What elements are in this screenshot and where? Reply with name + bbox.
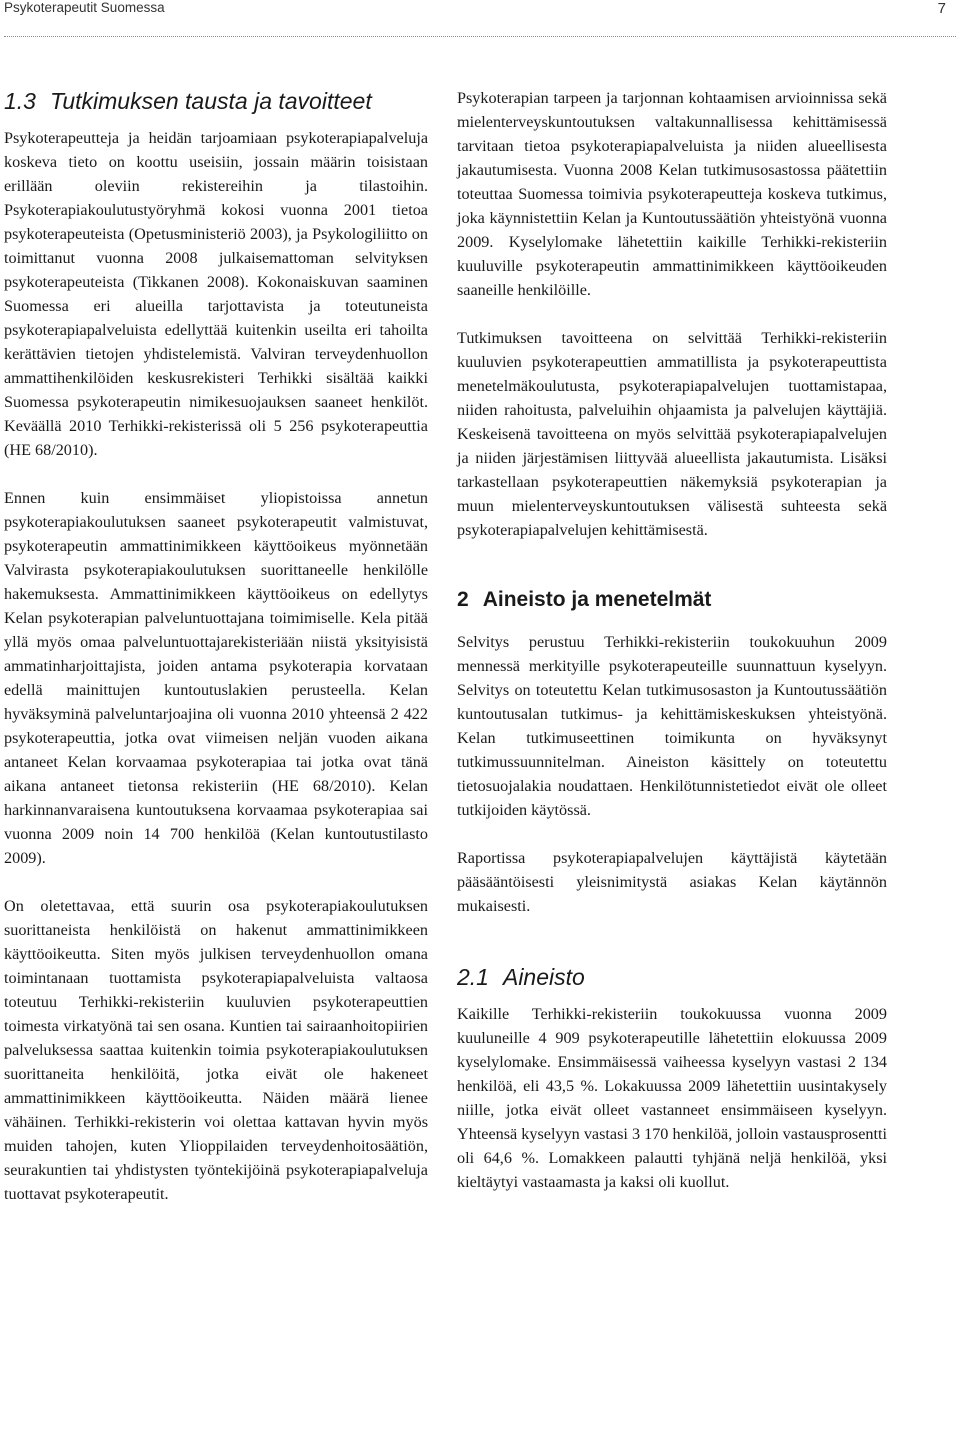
subsection-title: Aineisto bbox=[502, 964, 585, 990]
subsection-number: 2.1 bbox=[457, 964, 489, 990]
body-paragraph: Selvitys perustuu Terhikki-rekisteriin toukokuuhun 2009 mennessä merkityille psykoterapeuteille suunnattuun kyselyyn. Selvitys on toteutettu Kelan tutkimusosaston ja Kuntoutussäätiön kuntoutusalan tutkimus- ja kehittämiskeskuksen yhteistyönä. Kelan tutkimuseettinen toimikunta on hyväksynyt tutkimussuunnitelman. Aineiston käsittely on toteutettu tietosuojalakia noudattaen. Henkilötunnistetiedot eivät ole olleet tutkijoiden käytössä. bbox=[457, 633, 887, 819]
body-paragraph: Kaikille Terhikki-rekisteriin toukokuussa vuonna 2009 kuuluneille 4 909 psykoterapeutille lähetettiin elokuussa 2009 kyselylomake. Ensimmäisessä vaiheessa kyselyyn vastasi 2 134 henkilöä, eli 43,5 %. Lokakuussa 2009 lähetettiin uusintakysely niille, jotka eivät olleet vastanneet ensimmäiseen kyselyyn. Yhteensä kyselyyn vastasi 3 170 henkilöä, jolloin vastausprosentti oli 64,6 %. Lomakkeen palautti tyhjänä neljä henkilöä, yksi kieltäytyi vastaamasta ja kaksi oli kuollut. bbox=[457, 1005, 887, 1191]
body-paragraph: On oletettavaa, että suurin osa psykoterapiakoulutuksen suorittaneista henkilöistä on hakenut ammattinimikkeen käyttöoikeutta. Siten myös julkisen terveydenhuollon omana toimintanaan tuottamista psykoterapiapalveluista valtaosa toteutuu Terhikki-rekisteriin kuuluvien psykoterapeuttien toimesta virkatyönä tai sen osana. Kuntien tai sairaanhoitopiirien palveluksessa saattaa kuitenkin toimia psykoterapiakoulutuksen suorittaneita henkilöitä, jotka eivät ole hakeneet ammattinimikkeen käyttöoikeutta. Näiden määrä lienee vähäinen. Terhikki-rekisterin voi olettaa kattavan hyvin myös muiden tahojen, kuten Ylioppilaiden terveydenhoitosäätiön, seurakuntien tai yhdistysten työntekijöinä psykoterapiapalveluja tuottavat psykoterapeutit. bbox=[4, 897, 428, 1203]
body-paragraph: Ennen kuin ensimmäiset yliopistoissa annetun psykoterapiakoulutuksen saaneet psykoterapeutit valmistuvat, psykoterapeutin ammattinimikkeen käyttöoikeus myönnetään Valvirasta psykoterapiakoulutuksen suorittaneelle henkilölle hakemuksesta. Ammattinimikkeen käyttöoikeus on edellytys Kelan psykoterapian palveluntuottajana toimimiselle. Kela pitää yllä myös omaa palveluntuottajarekisteriään niistä yksityisistä ammatinharjoittajista, joiden antama psykoterapia korvataan edellä mainittujen kuntoutuslakien perusteella. Kelan hyväksyminä palveluntarjoajina oli vuonna 2010 yhteensä 2 422 psykoterapeuttia, jotka ovat viimeisen neljän vuoden aikana antaneet Kelan korvaamaa psykoterapiaa tai jotka ovat tänä aikana antaneet tietonsa rekisteriin (HE 68/2010). Kelan harkinnanvaraisena kuntoutuksena korvaamaa psykoterapiaa sai vuonna 2009 noin 14 700 henkilöä (Kelan kuntoutustilasto 2009). bbox=[4, 489, 428, 867]
left-column bbox=[4, 86, 428, 1206]
section-heading bbox=[4, 86, 428, 116]
body-paragraph: Psykoterapian tarpeen ja tarjonnan kohtaamisen arvioinnissa sekä mielenterveyskuntoutuksen valtakunnallisessa kehittämisessä tarvitaan tietoa psykoterapiapalveluista ja niiden alueellisesta jakautumisesta. Vuonna 2008 Kelan tutkimusosastossa päätettiin toteuttaa Suomessa toimivia psykoterapeutteja koskeva tutkimus, joka käynnistettiin Kelan ja Kuntoutussäätiön yhteistyönä vuonna 2009. Kyselylomake lähetettiin kaikille Terhikki-rekisteriin kuuluville psykoterapeutin ammattinimikkeen käyttöoikeuden saaneille henkilöille. bbox=[457, 89, 887, 299]
running-head-title: Psykoterapeutit Suomessa bbox=[4, 0, 165, 15]
page-number: 7 bbox=[937, 0, 946, 17]
header-divider bbox=[4, 36, 956, 37]
right-column bbox=[457, 86, 887, 1194]
section-title: Tutkimuksen tausta ja tavoitteet bbox=[49, 88, 372, 114]
section-number: 1.3 bbox=[4, 88, 36, 114]
chapter-title: Aineisto ja menetelmät bbox=[482, 588, 712, 611]
body-paragraph: Raportissa psykoterapiapalvelujen käyttäjistä käytetään pääsääntöisesti yleisnimitystä asiakas Kelan käytännön mukaisesti. bbox=[457, 849, 887, 915]
chapter-heading bbox=[457, 586, 887, 614]
subsection-heading bbox=[457, 962, 887, 992]
chapter-number: 2 bbox=[457, 588, 469, 611]
body-paragraph: Psykoterapeutteja ja heidän tarjoamiaan psykoterapiapalveluja koskeva tieto on koottu useisiin, jossain määrin toisistaan erillään oleviin rekistereihin ja tilastoihin. Psykoterapiakoulutustyöryhmä kokosi vuonna 2001 tietoa psykoterapeuteista (Opetusministeriö 2003), ja Psykologiliitto on toimittanut vuonna 2008 julkaisemattoman selvityksen psykoterapeuteista (Tikkanen 2008). Kokonaiskuvan saaminen Suomessa eri alueilla tarjottavista ja toteutuneista psykoterapiapalveluista edellyttää kuitenkin useilta eri tahoilta kerättävien tietojen yhdistelemistä. Valviran terveydenhuollon ammattihenkilöiden keskusrekisteri Terhikki sisältää kaikki Suomessa psykoterapeutin nimikesuojauksen saaneet henkilöt. Keväällä 2010 Terhikki-rekisterissä oli 5 256 psykoterapeuttia (HE 68/2010). bbox=[4, 129, 428, 459]
body-paragraph: Tutkimuksen tavoitteena on selvittää Terhikki-rekisteriin kuuluvien psykoterapeuttien ammatillista ja psykoterapeuttista menetelmäkoulutusta, psykoterapiapalvelujen tuottamistapaa, niiden rahoitusta, palveluihin ohjaamista ja palvelujen käyttäjiä. Keskeisenä tavoitteena on myös selvittää psykoterapiapalvelujen ja niiden järjestämisen liittyvää alueellista jakautumista. Lisäksi tarkastellaan psykoterapeuttien näkemyksiä psykoterapian ja muun mielenterveyskuntoutuksen välisestä suhteesta sekä psykoterapiapalvelujen kehittämisestä. bbox=[457, 329, 887, 539]
